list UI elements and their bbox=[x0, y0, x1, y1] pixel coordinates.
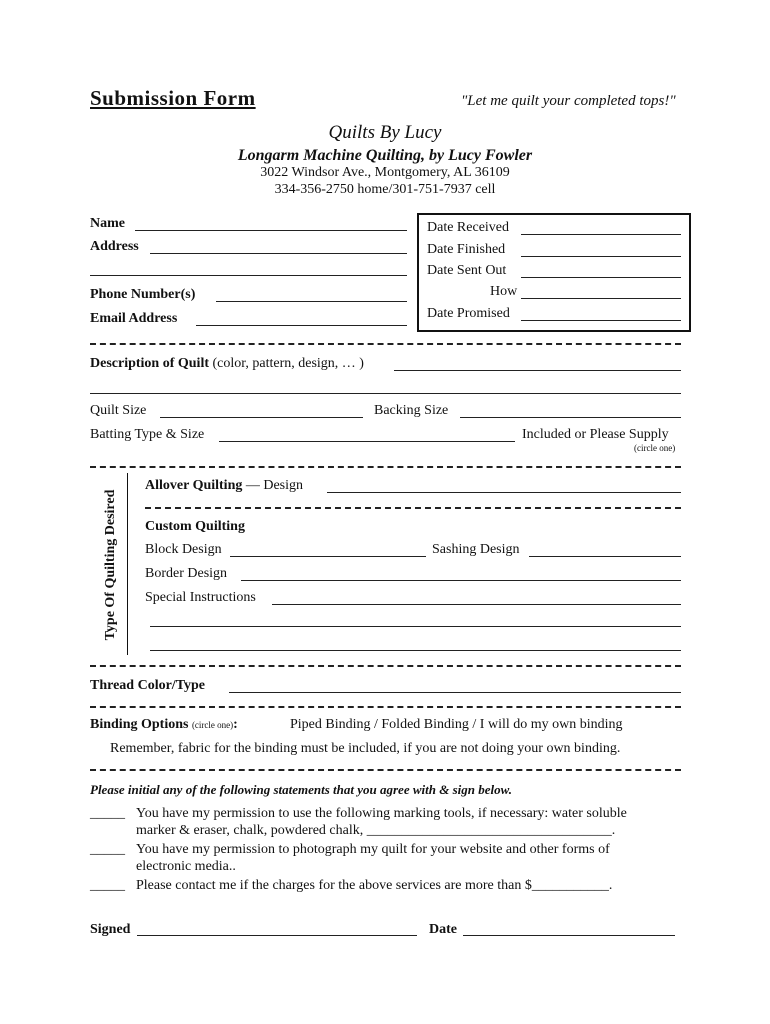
form-title: Submission Form bbox=[90, 86, 256, 110]
email-field[interactable] bbox=[196, 325, 407, 326]
date-finished-field[interactable] bbox=[521, 256, 681, 257]
quilting-type-bracket bbox=[127, 473, 128, 655]
signature-field[interactable] bbox=[137, 935, 417, 936]
business-subtitle: Longarm Machine Quilting, by Lucy Fowler bbox=[237, 147, 533, 164]
description-field-line2[interactable] bbox=[90, 393, 681, 394]
border-design-label: Border Design bbox=[145, 566, 228, 581]
name-label: Name bbox=[90, 216, 125, 231]
binding-circle-note: (circle one) bbox=[191, 720, 234, 730]
agreements-instruction: Please initial any of the following statements that you agree with & sign below. bbox=[90, 782, 513, 797]
how-label: How bbox=[490, 284, 518, 299]
binding-options[interactable]: Piped Binding / Folded Binding / I will do my own binding bbox=[290, 717, 623, 732]
signed-label: Signed bbox=[90, 922, 131, 937]
block-design-label: Block Design bbox=[145, 542, 222, 557]
sashing-design-label: Sashing Design bbox=[432, 542, 520, 557]
description-field[interactable] bbox=[394, 370, 681, 371]
binding-row bbox=[90, 717, 238, 733]
quilting-type-side-label: Type Of Quilting Desired bbox=[103, 489, 118, 641]
date-sent-out-label: Date Sent Out bbox=[427, 263, 507, 278]
allover-design-field[interactable] bbox=[327, 492, 681, 493]
section-divider bbox=[90, 769, 681, 771]
thread-label: Thread Color/Type bbox=[90, 678, 205, 693]
date-label: Date bbox=[429, 922, 457, 937]
description-label: Description of Quilt bbox=[90, 356, 209, 371]
agreement-1-text-line2: marker & eraser, chalk, powdered chalk, ___________________________________. bbox=[136, 823, 616, 838]
subsection-divider bbox=[145, 507, 681, 509]
phone-label: Phone Number(s) bbox=[90, 287, 196, 302]
sashing-design-field[interactable] bbox=[529, 556, 681, 557]
allover-row bbox=[145, 478, 303, 494]
binding-colon: : bbox=[233, 717, 238, 732]
address-field-line2[interactable] bbox=[90, 275, 407, 276]
agreement-2-text-line2: electronic media.. bbox=[136, 859, 236, 874]
description-label-row bbox=[90, 356, 364, 372]
date-finished-label: Date Finished bbox=[427, 242, 506, 257]
date-promised-field[interactable] bbox=[521, 320, 681, 321]
agreement-2-text: You have my permission to photograph my quilt for your website and other forms of bbox=[136, 842, 610, 857]
initial-field-2[interactable]: _____ bbox=[90, 842, 125, 857]
name-field[interactable] bbox=[135, 230, 407, 231]
special-instructions-field[interactable] bbox=[272, 604, 681, 605]
description-hint: (color, pattern, design, … ) bbox=[212, 356, 364, 371]
section-divider bbox=[90, 665, 681, 667]
quilt-size-label: Quilt Size bbox=[90, 403, 147, 418]
agreement-1-text: You have my permission to use the following marking tools, if necessary: water soluble bbox=[136, 806, 627, 821]
special-instructions-field-line2[interactable] bbox=[150, 626, 681, 627]
address-field[interactable] bbox=[150, 253, 407, 254]
business-name: Quilts By Lucy bbox=[328, 122, 442, 143]
email-label: Email Address bbox=[90, 311, 178, 326]
binding-label: Binding Options bbox=[90, 717, 189, 732]
border-design-field[interactable] bbox=[241, 580, 681, 581]
business-phone: 334-356-2750 home/301-751-7937 cell bbox=[274, 182, 496, 197]
binding-reminder: Remember, fabric for the binding must be included, if you are not doing your own binding. bbox=[110, 741, 621, 756]
agreement-3-text: Please contact me if the charges for the above services are more than $___________. bbox=[136, 878, 613, 893]
how-field[interactable] bbox=[521, 298, 681, 299]
thread-field[interactable] bbox=[229, 692, 681, 693]
phone-field[interactable] bbox=[216, 301, 407, 302]
batting-field[interactable] bbox=[219, 441, 515, 442]
initial-field-3[interactable]: _____ bbox=[90, 878, 125, 893]
block-design-field[interactable] bbox=[230, 556, 426, 557]
custom-quilting-label: Custom Quilting bbox=[145, 519, 245, 534]
batting-label: Batting Type & Size bbox=[90, 427, 205, 442]
signature-date-field[interactable] bbox=[463, 935, 675, 936]
initial-field-1[interactable]: _____ bbox=[90, 806, 125, 821]
date-received-field[interactable] bbox=[521, 234, 681, 235]
special-instructions-field-line3[interactable] bbox=[150, 650, 681, 651]
date-received-label: Date Received bbox=[427, 220, 510, 235]
batting-circle-note: (circle one) bbox=[634, 443, 676, 453]
tagline: "Let me quilt your completed tops!" bbox=[461, 93, 676, 109]
backing-size-label: Backing Size bbox=[374, 403, 449, 418]
section-divider bbox=[90, 466, 681, 468]
business-address: 3022 Windsor Ave., Montgomery, AL 36109 bbox=[260, 165, 510, 180]
quilt-size-field[interactable] bbox=[160, 417, 363, 418]
batting-option[interactable]: Included or Please Supply bbox=[522, 427, 669, 442]
section-divider bbox=[90, 343, 681, 345]
allover-label: Allover Quilting bbox=[145, 478, 243, 493]
section-divider bbox=[90, 706, 681, 708]
allover-design-label: — Design bbox=[245, 478, 304, 493]
date-promised-label: Date Promised bbox=[427, 306, 510, 321]
date-sent-out-field[interactable] bbox=[521, 277, 681, 278]
special-instructions-label: Special Instructions bbox=[145, 590, 256, 605]
backing-size-field[interactable] bbox=[460, 417, 681, 418]
address-label: Address bbox=[90, 239, 139, 254]
